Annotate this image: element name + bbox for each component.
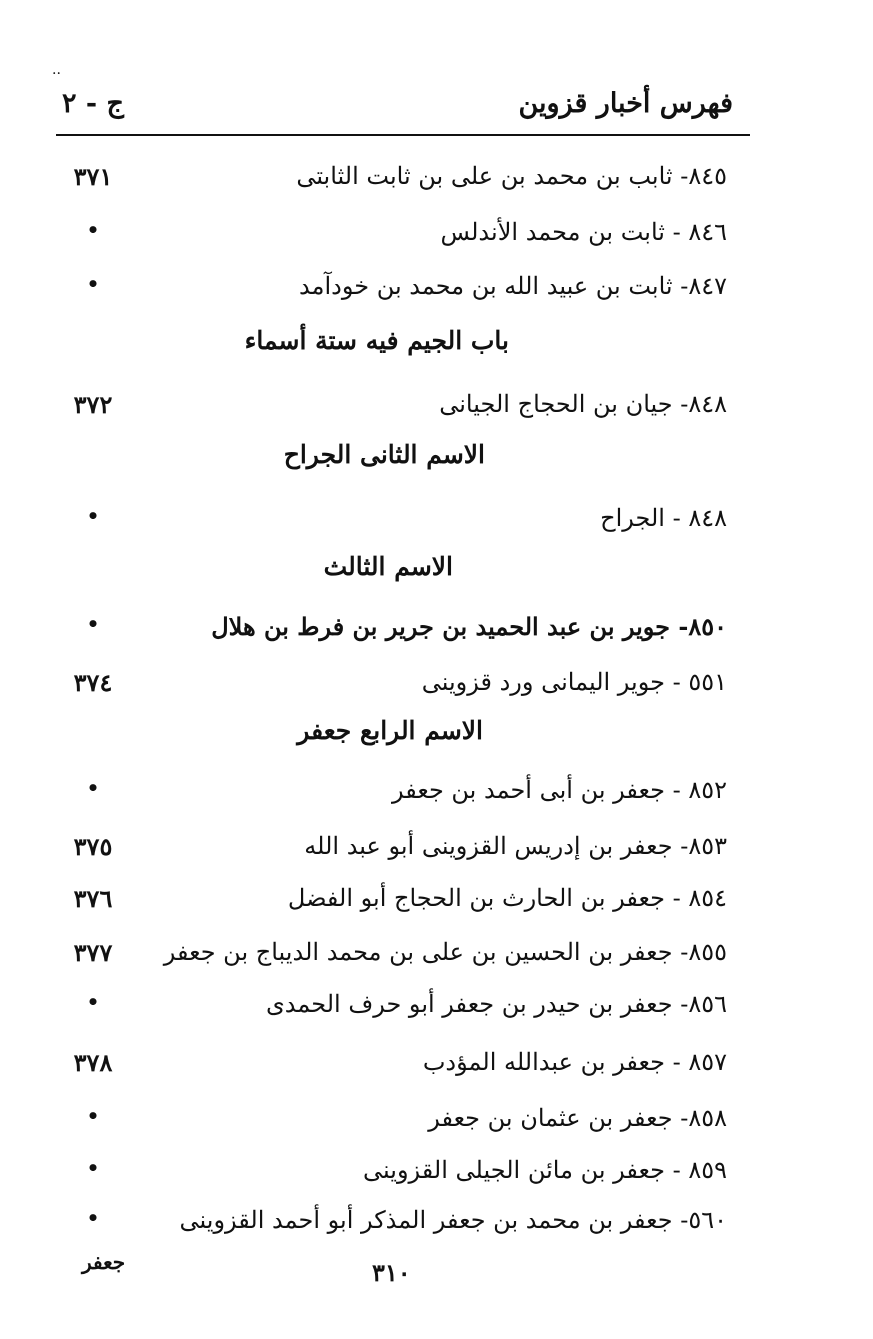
index-entry: [0, 606, 873, 654]
entry-page: ٣٧٦: [73, 884, 113, 913]
entry-text: ٨٥٢ - جعفر بن أبی أحمد بن جعفر: [391, 776, 727, 804]
entry-page: ٣٧٥: [73, 832, 113, 861]
entry-text: ٥٥١ - جوير اليمانی ورد قزوينی: [421, 668, 727, 696]
entry-text: ٨٥٣- جعفر بن إدريس القزوينی أبو عبد الله: [304, 832, 727, 860]
catchword: جعفر: [82, 1250, 126, 1274]
entry-page-ditto: •: [86, 1206, 100, 1230]
entry-page: ٣٧٨: [73, 1048, 113, 1077]
entry-page-ditto: •: [86, 776, 100, 800]
entry-text: ٨٥٠- جوير بن عبد الحميد بن جرير بن فرط بن هلال: [211, 612, 727, 641]
entry-page: ٣٧١: [73, 162, 113, 191]
entry-page: ٣٧٢: [73, 390, 113, 419]
section-heading: الاسم الرابع جعفر: [297, 716, 483, 745]
running-title: فهرس أخبار قزوين: [518, 88, 733, 119]
index-entry: [0, 1098, 873, 1146]
entry-page-ditto: •: [86, 990, 100, 1014]
entry-text: ٨٥٧ - جعفر بن عبدالله المؤدب: [422, 1048, 727, 1076]
entry-page: ٣٧٧: [73, 938, 113, 967]
index-entry: [0, 1042, 873, 1090]
index-entry: [0, 770, 873, 818]
entry-text: ٨٤٨ - الجراح: [600, 504, 727, 532]
index-entry: [0, 266, 873, 314]
entry-text: ٨٥٤ - جعفر بن الحارث بن الحجاج أبو الفضل: [287, 884, 727, 912]
entry-text: ٨٥٩ - جعفر بن مائن الجيلی القزوينی: [363, 1156, 727, 1184]
section-heading: الاسم الثالث: [323, 552, 453, 581]
index-entry: [0, 212, 873, 260]
header-rule: [56, 134, 750, 136]
index-entry: [0, 1200, 873, 1248]
index-entry: [0, 384, 873, 432]
entry-page: ٣٧٤: [73, 668, 113, 697]
section-heading: الاسم الثانى الجراح: [283, 440, 485, 469]
volume-label: ج - ٢: [62, 88, 124, 119]
entry-text: ٨٤٨- جيان بن الحجاج الجيانی: [439, 390, 727, 418]
entry-text: ٨٤٧- ثابت بن عبيد الله بن محمد بن خودآمد: [299, 272, 727, 300]
index-entry: [0, 932, 873, 980]
entry-page-ditto: •: [86, 504, 100, 528]
entry-page-ditto: •: [86, 612, 100, 636]
section-heading: باب الجيم فيه ستة أسماء: [244, 326, 509, 355]
entry-page-ditto: •: [86, 1156, 100, 1180]
entry-page-ditto: •: [86, 218, 100, 242]
index-entry: [0, 498, 873, 546]
entry-text: ٨٥٥- جعفر بن الحسين بن علی بن محمد الديباج بن جعفر: [163, 938, 727, 966]
entry-text: ٨٤٥- ثابب بن محمد بن علی بن ثابت الثابتی: [296, 162, 727, 190]
index-entry: [0, 662, 873, 710]
index-entry: [0, 878, 873, 926]
corner-mark: ..: [52, 62, 61, 78]
index-entry: [0, 984, 873, 1032]
entry-page-ditto: •: [86, 272, 100, 296]
entry-page-ditto: •: [86, 1104, 100, 1128]
entry-text: ٨٤٦ - ثابت بن محمد الأندلس: [440, 218, 727, 246]
entry-text: ٨٥٦- جعفر بن حيدر بن جعفر أبو حرف الحمدی: [265, 990, 727, 1018]
page-number: ٣١٠: [372, 1258, 411, 1287]
index-entry: [0, 1150, 873, 1198]
index-entry: [0, 826, 873, 874]
index-entry: [0, 156, 873, 204]
entry-text: ٥٦٠- جعفر بن محمد بن جعفر المذكر أبو أحمد القزوينی: [179, 1206, 727, 1234]
entry-text: ٨٥٨- جعفر بن عثمان بن جعفر: [428, 1104, 727, 1132]
